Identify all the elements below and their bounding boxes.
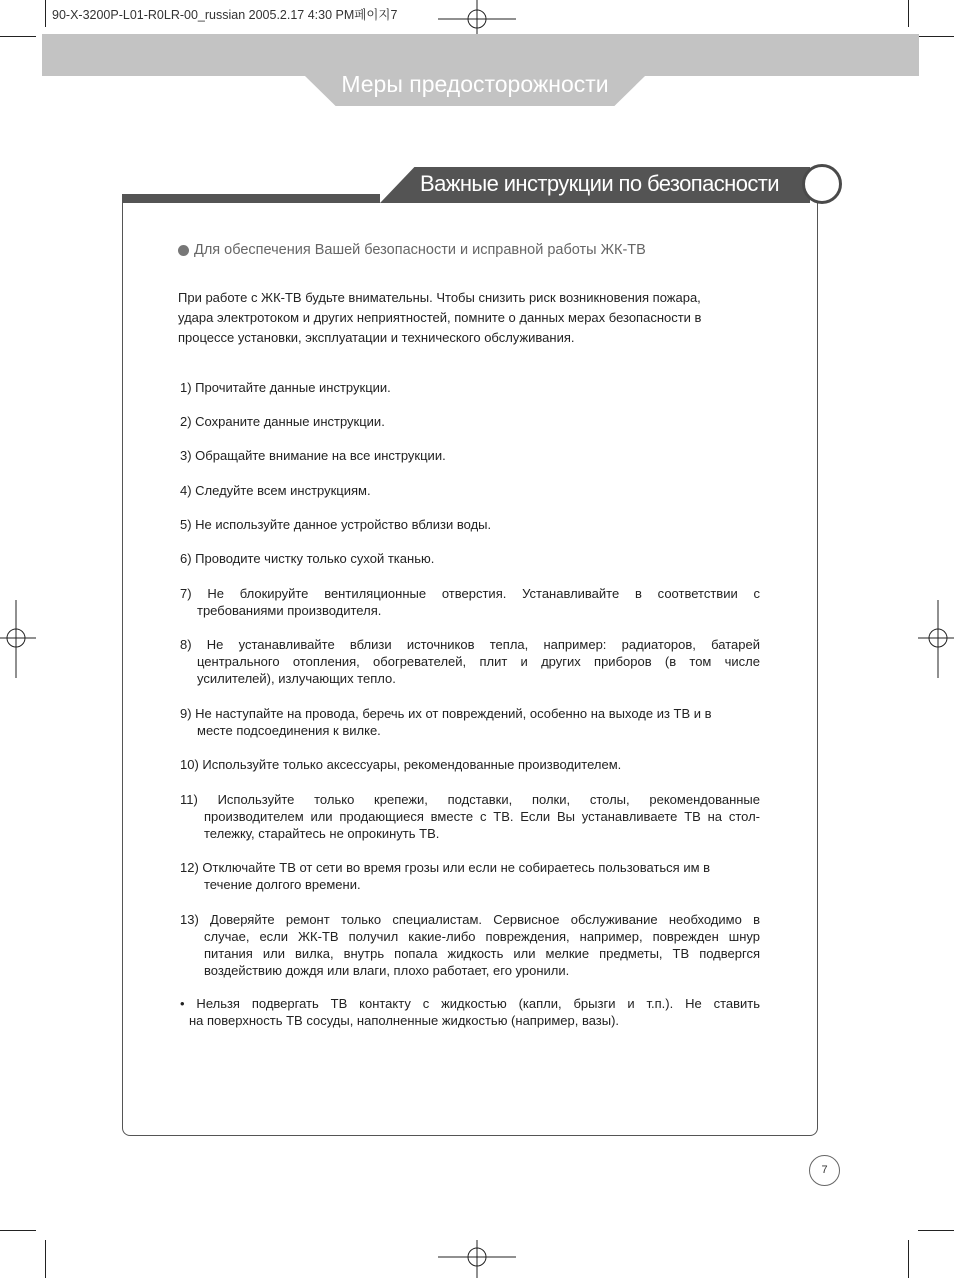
list-item bbox=[180, 705, 760, 739]
header-band bbox=[42, 34, 919, 76]
note-line: • Нельзя подвергать ТВ контакту с жидкостью (капли, брызги и т.п.). Не ставить bbox=[180, 996, 760, 1011]
list-item-line: тележку, старайтесь не опрокинуть ТВ. bbox=[204, 826, 440, 841]
registration-mark-icon bbox=[438, 1240, 516, 1278]
crop-mark bbox=[0, 36, 36, 37]
list-item-line: усилителей), излучающих тепло. bbox=[197, 671, 396, 686]
list-item bbox=[180, 636, 760, 687]
list-item-line: 5) Не используйте данное устройство вблизи воды. bbox=[180, 517, 492, 532]
frame-top-border bbox=[122, 194, 380, 203]
list-item bbox=[180, 482, 760, 499]
list-item-line: 8) Не устанавливайте вблизи источников тепла, например: радиаторов, батарей bbox=[180, 637, 760, 652]
list-item bbox=[180, 585, 760, 619]
registration-mark-icon bbox=[438, 0, 516, 36]
list-item-line: течение долгого времени. bbox=[204, 877, 361, 892]
intro-line: При работе с ЖК-ТВ будьте внимательны. Чтобы снизить риск возникновения пожара, bbox=[178, 290, 701, 305]
list-item-line: 9) Не наступайте на провода, беречь их от повреждений, особенно на выходе из ТВ и в bbox=[180, 706, 712, 721]
list-item-line: 11) Используйте только крепежи, подставки, полки, столы, рекомендованные bbox=[180, 792, 760, 807]
crop-mark bbox=[45, 0, 46, 27]
list-item bbox=[180, 447, 760, 464]
list-item-line: случае, если ЖК-ТВ получил какие-либо повреждения, например, поврежден шнур bbox=[204, 929, 760, 944]
list-item-line: 2) Сохраните данные инструкции. bbox=[180, 414, 385, 429]
list-item-line: производителем или продающиеся вместе с ТВ. Если Вы устанавливаете ТВ на стол- bbox=[204, 809, 760, 824]
registration-mark-icon bbox=[918, 600, 954, 678]
section-circle-icon bbox=[802, 164, 842, 204]
intro-line: удара электротоком и других неприятностей, помните о данных мерах безопасности в bbox=[178, 310, 702, 325]
list-item-line: требованиями производителя. bbox=[197, 603, 382, 618]
list-item-line: 10) Используйте только аксессуары, рекомендованные производителем. bbox=[180, 757, 622, 772]
list-item bbox=[180, 791, 760, 842]
list-item bbox=[180, 911, 760, 979]
crop-mark bbox=[918, 36, 954, 37]
list-item-line: 7) Не блокируйте вентиляционные отверстия. Устанавливайте в соответствии с bbox=[180, 586, 760, 601]
page-number: 7 bbox=[809, 1155, 840, 1186]
list-item bbox=[180, 859, 760, 893]
note-line: на поверхность ТВ сосуды, наполненные жидкостью (например, вазы). bbox=[189, 1013, 620, 1028]
section-title: Важные инструкции по безопасности bbox=[420, 171, 779, 196]
subheading-text: Для обеспечения Вашей безопасности и исправной работы ЖК-ТВ bbox=[194, 242, 646, 258]
bullet-dot-icon bbox=[178, 245, 189, 256]
intro-paragraph bbox=[178, 288, 768, 348]
list-item-line: 6) Проводите чистку только сухой тканью. bbox=[180, 551, 435, 566]
list-item-line: центрального отопления, обогревателей, плит и других приборов (в том числе bbox=[197, 654, 760, 669]
crop-mark bbox=[908, 0, 909, 27]
registration-mark-icon bbox=[0, 600, 36, 678]
list-item bbox=[180, 413, 760, 430]
subheading bbox=[178, 242, 646, 258]
crop-mark bbox=[45, 1240, 46, 1278]
list-item-line: 4) Следуйте всем инструкциям. bbox=[180, 483, 371, 498]
list-item bbox=[180, 516, 760, 533]
list-item-line: питания или вилка, внутрь попала жидкость или мелкие предметы, ТВ подвергся bbox=[204, 946, 760, 961]
note-paragraph bbox=[180, 995, 760, 1029]
crop-mark bbox=[0, 1230, 36, 1231]
list-item-line: 3) Обращайте внимание на все инструкции. bbox=[180, 448, 446, 463]
intro-line: процессе установки, эксплуатации и технического обслуживания. bbox=[178, 330, 575, 345]
list-item bbox=[180, 756, 760, 773]
list-item-line: 1) Прочитайте данные инструкции. bbox=[180, 380, 391, 395]
print-header: 90-X-3200P-L01-R0LR-00_russian 2005.2.17 4:30 PM페이지7 bbox=[52, 8, 398, 22]
list-item-line: 13) Доверяйте ремонт только специалистам. Сервисное обслуживание необходимо в bbox=[180, 912, 760, 927]
list-item-line: 12) Отключайте ТВ от сети во время грозы или если не собираетесь пользоваться им в bbox=[180, 860, 711, 875]
crop-mark bbox=[908, 1240, 909, 1278]
list-item bbox=[180, 379, 760, 396]
page-title: Меры предосторожности bbox=[341, 71, 609, 97]
list-item-line: воздействию дождя или влаги, плохо работает, его уронили. bbox=[204, 963, 570, 978]
crop-mark bbox=[918, 1230, 954, 1231]
list-item-line: месте подсоединения к вилке. bbox=[197, 723, 381, 738]
list-item bbox=[180, 550, 760, 567]
